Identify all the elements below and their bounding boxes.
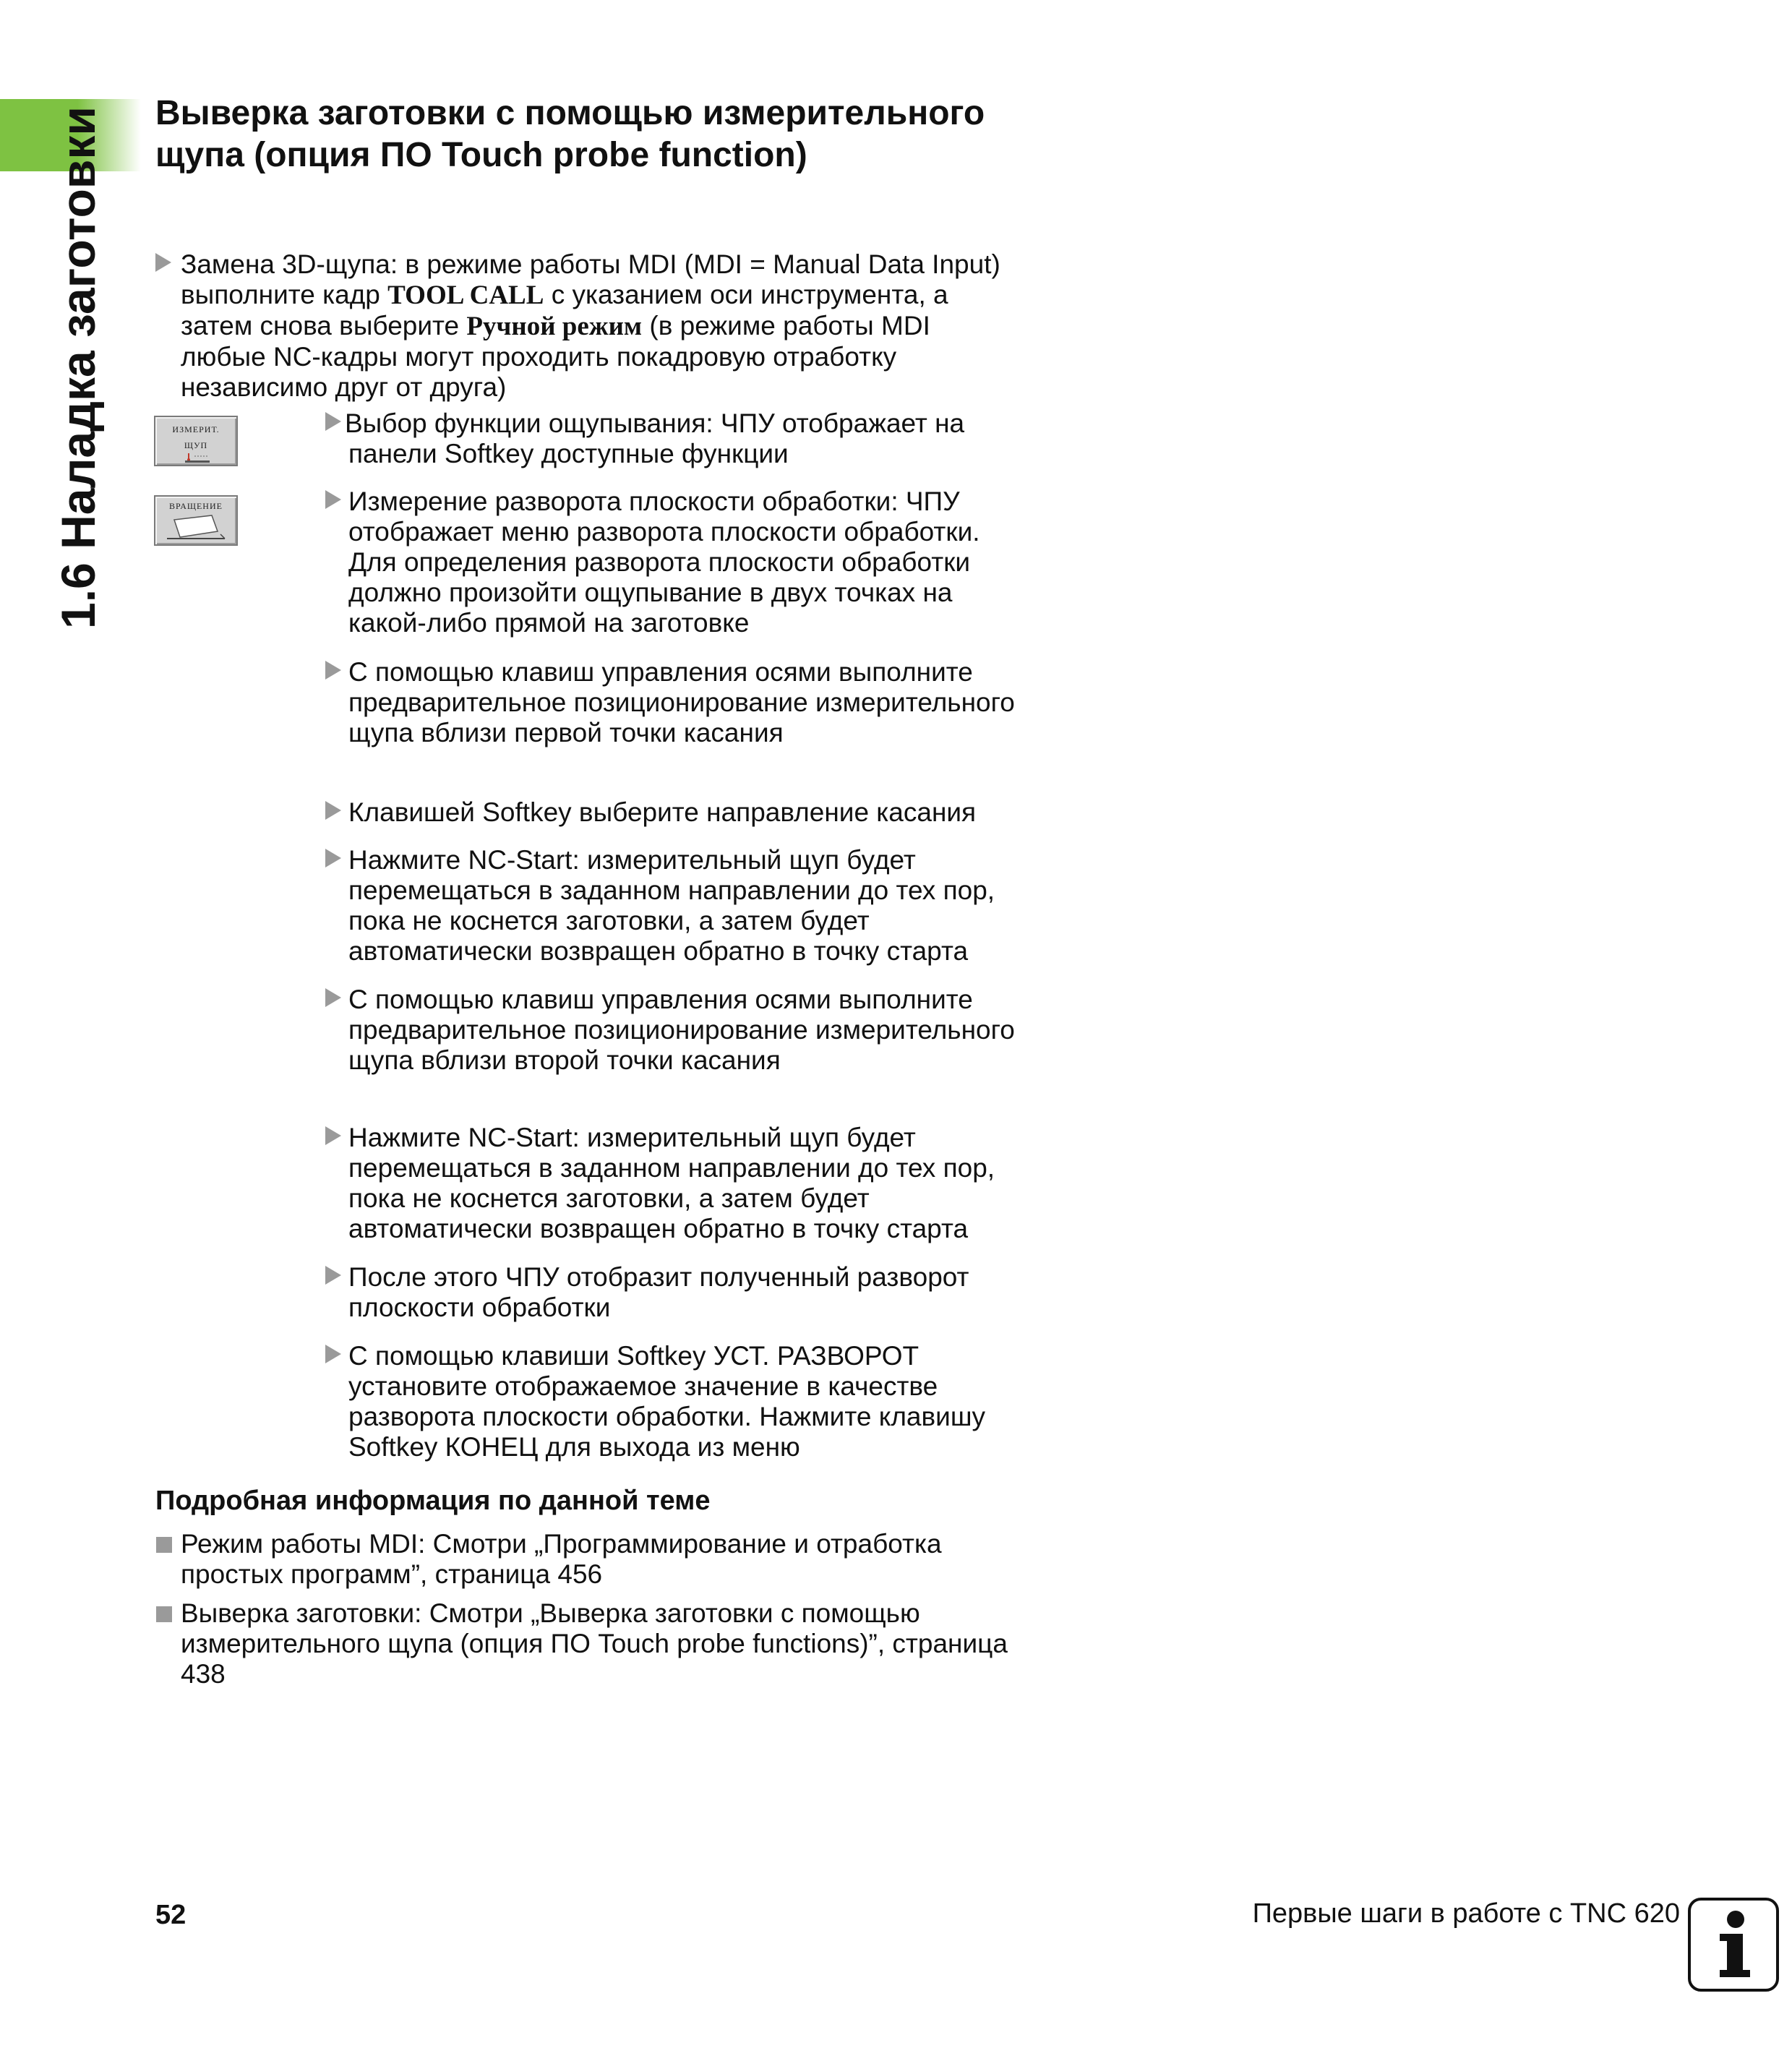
step-item: С помощью клавиш управления осями выполните предварительное позиционирование измерительного щупа вблизи первой точки касания	[348, 657, 1015, 747]
bullet-arrow-icon	[155, 253, 171, 272]
step-arrow-icon	[325, 801, 341, 820]
more-info-item	[181, 1529, 1012, 1590]
reference-link[interactable]: Режим работы MDI: Смотри „Программирование и отработка простых программ”, страница 456	[181, 1529, 942, 1589]
softkey-touch-probe[interactable]	[154, 416, 238, 466]
square-bullet-icon	[156, 1606, 172, 1622]
step-arrow-icon	[325, 1345, 341, 1363]
step-item: После этого ЧПУ отобразит полученный разворот плоскости обработки	[348, 1262, 969, 1322]
softkey-label: ИЗМЕРИТ. ЩУП	[172, 424, 220, 450]
step-item: Измерение разворота плоскости обработки: ЧПУ отображает меню разворота плоскости обработки. Для определения разворота плоскости обработки должно произойти ощупывание в двух точках на какой-либо прямой на заготовке	[348, 487, 980, 638]
step-item: С помощью клавиши Softkey УСТ. РАЗВОРОТ установите отображаемое значение в качестве разворота плоскости обработки. Нажмите клавишу Softkey КОНЕЦ для выхода из меню	[348, 1341, 986, 1462]
step-arrow-icon	[325, 490, 341, 509]
code-tool-call: TOOL CALL	[387, 280, 544, 310]
step-arrow-icon	[325, 1266, 341, 1285]
more-info-heading: Подробная информация по данной теме	[155, 1486, 711, 1516]
square-bullet-icon	[156, 1537, 172, 1553]
intro-paragraph: Замена 3D-щупа: в режиме работы MDI (MDI = Manual Data Input) выполните кадр TOOL CALL с указанием оси инструмента, а затем снова выберите Ручной режим (в режиме работы MDI любые NC-кадры могут проходить покадровую отработку независимо друг от друга)	[181, 249, 1000, 402]
page-number: 52	[155, 1900, 187, 1930]
step-item: Выбор функции ощупывания: ЧПУ отображает на панели Softkey доступные функции	[345, 408, 965, 468]
softkey-rotation[interactable]	[154, 495, 238, 546]
info-icon	[1688, 1898, 1779, 1992]
step-item: Нажмите NC-Start: измерительный щуп будет перемещаться в заданном направлении до тех пор, пока не коснется заготовки, а затем будет автоматически возвращен обратно в точку старта	[348, 1123, 995, 1243]
step-arrow-icon	[325, 849, 341, 867]
softkey-label: ВРАЩЕНИЕ	[169, 501, 223, 511]
page-title: Выверка заготовки с помощью измерительного щупа (опция ПО Touch probe function)	[155, 94, 985, 174]
more-info-item	[181, 1598, 1012, 1689]
step-arrow-icon	[325, 988, 341, 1007]
step-arrow-icon	[325, 661, 341, 680]
code-manual-mode: Ручной режим	[466, 312, 643, 341]
reference-link[interactable]: Выверка заготовки: Смотри „Выверка заготовки с помощью измерительного щупа (опция ПО Touch probe functions)”, страница 438	[181, 1598, 1008, 1689]
step-item: С помощью клавиш управления осями выполните предварительное позиционирование измерительного щупа вблизи второй точки касания	[348, 985, 1015, 1075]
step-item: Клавишей Softkey выберите направление касания	[348, 797, 977, 827]
step-arrow-icon	[325, 1126, 341, 1145]
rotation-plane-icon	[164, 513, 229, 543]
touch-probe-icon	[183, 452, 212, 463]
footer-title: Первые шаги в работе с TNC 620	[1252, 1898, 1680, 1929]
step-arrow-icon	[325, 412, 341, 431]
chapter-section-title: 1.6 Наладка заготовки	[51, 106, 105, 629]
step-item: Нажмите NC-Start: измерительный щуп будет перемещаться в заданном направлении до тех пор, пока не коснется заготовки, а затем будет автоматически возвращен обратно в точку старта	[348, 845, 995, 966]
